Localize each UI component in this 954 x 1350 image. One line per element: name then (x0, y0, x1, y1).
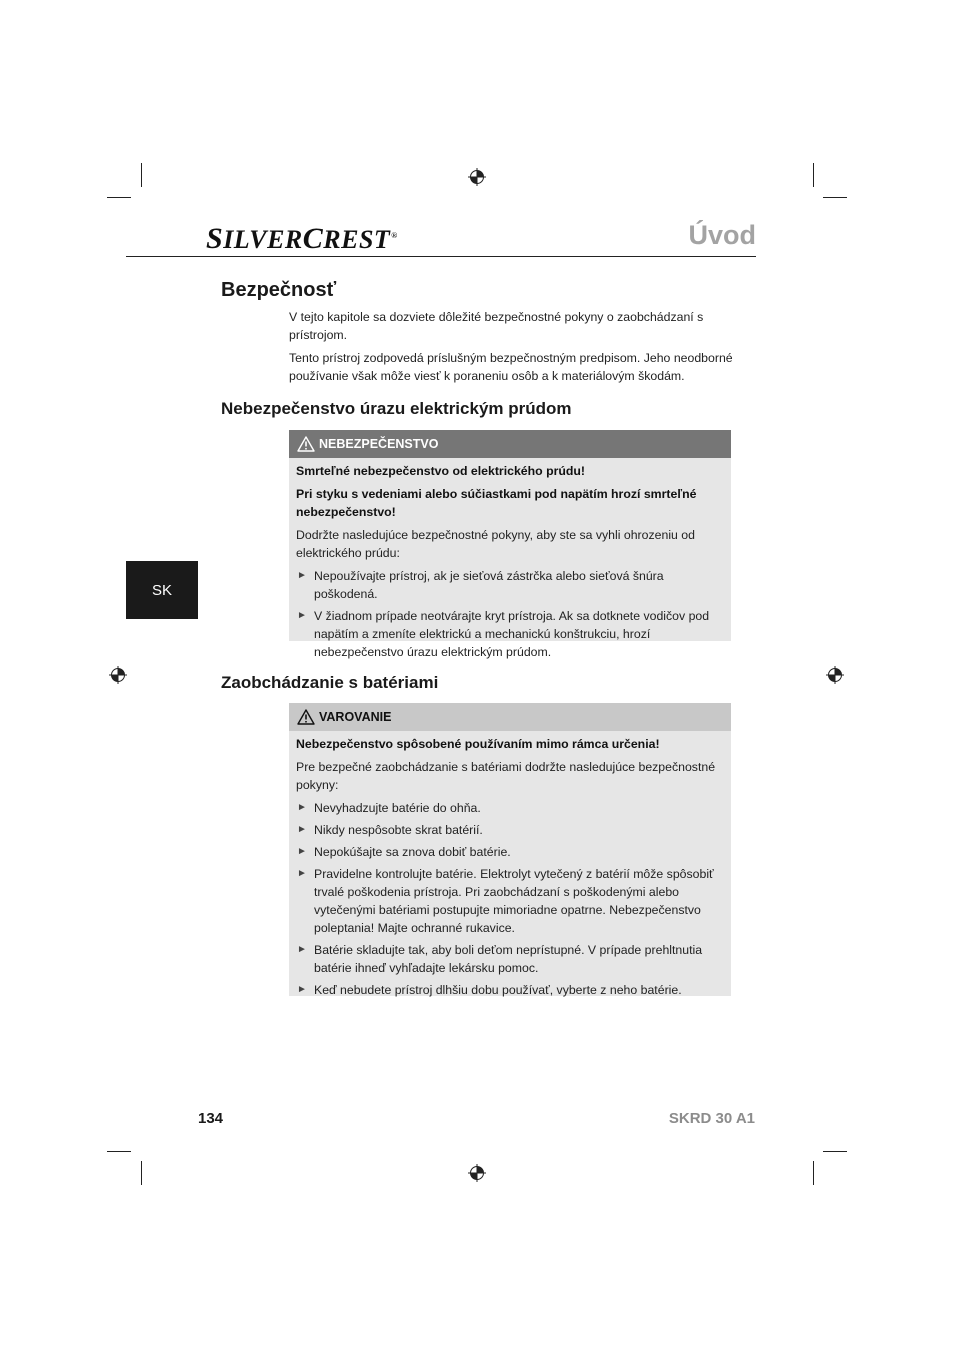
crop-mark (813, 163, 814, 187)
warning-triangle-icon (297, 436, 315, 452)
arrow-right-icon: ► (297, 802, 307, 813)
danger-box-header (289, 430, 731, 458)
list-item: ► V žiadnom prípade neotvárajte kryt prístroja. Ak sa dotknete vodičov pod napätím a zmeníte elektrickú a mechanickú konštrukciu, hrozí nebezpečenstvo úrazu elektrickým prúdom. (297, 609, 710, 659)
arrow-right-icon: ► (297, 984, 307, 995)
crop-mark (823, 197, 847, 198)
danger-list (296, 567, 723, 661)
caution-statement: Nebezpečenstvo spôsobené používaním mimo rámca určenia! (296, 737, 660, 751)
arrow-right-icon: ► (297, 868, 307, 879)
arrow-right-icon: ► (297, 846, 307, 857)
caution-label: VAROVANIE (319, 710, 392, 724)
caution-intro: Pre bezpečné zaobchádzanie s batériami dodržte nasledujúce bezpečnostné pokyny: (296, 760, 716, 792)
crop-mark (107, 1151, 131, 1152)
section-title-battery: Zaobchádzanie s batériami (221, 673, 439, 692)
page-number: 134 (198, 1110, 224, 1127)
danger-intro: Dodržte nasledujúce bezpečnostné pokyny, aby ste sa vyhli ohrozeniu od elektrického prúdu: (296, 528, 695, 560)
list-item: ► Keď nebudete prístroj dlhšiu dobu používať, vyberte z neho batérie. (297, 983, 682, 997)
danger-label: NEBEZPEČENSTVO (319, 437, 439, 451)
section-title-electric: Nebezpečenstvo úrazu elektrickým prúdom (221, 399, 572, 418)
crop-mark (141, 1161, 142, 1185)
crop-mark (107, 197, 131, 198)
arrow-right-icon: ► (297, 570, 307, 581)
crop-mark (823, 1151, 847, 1152)
list-item: ► Nepoužívajte prístroj, ak je sieťová zástrčka alebo sieťová šnúra poškodená. (297, 569, 664, 601)
caution-box-body (289, 731, 731, 1009)
danger-statement: Smrteľné nebezpečenstvo od elektrického prúdu! (296, 464, 586, 478)
caution-list (296, 799, 723, 999)
crop-mark (141, 163, 142, 187)
registration-target-icon (468, 168, 486, 186)
arrow-right-icon: ► (297, 944, 307, 955)
list-item: ► Nepokúšajte sa znova dobiť batérie. (297, 845, 511, 859)
page-title: Úvod (688, 220, 756, 250)
list-item: ► Nikdy nespôsobte skrat batérií. (297, 823, 483, 837)
list-item: ► Pravidelne kontrolujte batérie. Elektrolyt vytečený z batérií môže spôsobiť trvalé poškodenia prístroja. Pri zaobchádzaní s poškodenými alebo vytečenými batériami postupujte mimoriadne opatrne. Nebezpečenstvo poleptania! Majte ochranné rukavice. (297, 867, 714, 935)
caution-box (289, 703, 731, 996)
caution-box-header (289, 703, 731, 731)
arrow-right-icon: ► (297, 824, 307, 835)
header-divider (126, 256, 756, 257)
danger-statement: Pri styku s vedeniami alebo súčiastkami pod napätím hrozí smrteľné nebezpečenstvo! (296, 487, 697, 519)
registration-target-icon (109, 666, 127, 684)
safety-paragraph: Tento prístroj zodpovedá príslušným bezpečnostným predpisom. Jeho neodborné používanie však môže viesť k poraneniu osôb a k materiálovým škodám. (289, 351, 733, 383)
danger-box (289, 430, 731, 659)
brand-logo: SILVERCREST® (206, 222, 398, 255)
section-title-safety: Bezpečnosť (221, 279, 337, 301)
model-number: SKRD 30 A1 (668, 1110, 755, 1127)
list-item: ► Nevyhadzujte batérie do ohňa. (297, 801, 481, 815)
registration-target-icon (468, 1164, 486, 1182)
language-tab: SK (126, 561, 198, 619)
list-item: ► Batérie skladujte tak, aby boli deťom neprístupné. V prípade prehltnutia batérie ihneď vyhľadajte lekársku pomoc. (297, 943, 703, 975)
crop-mark (813, 1161, 814, 1185)
arrow-right-icon: ► (297, 610, 307, 621)
registration-target-icon (826, 666, 844, 684)
safety-paragraph: V tejto kapitole sa dozviete dôležité bezpečnostné pokyny o zaobchádzaní s prístrojom. (289, 310, 704, 342)
danger-box-body (289, 458, 731, 671)
warning-triangle-icon (297, 709, 315, 725)
